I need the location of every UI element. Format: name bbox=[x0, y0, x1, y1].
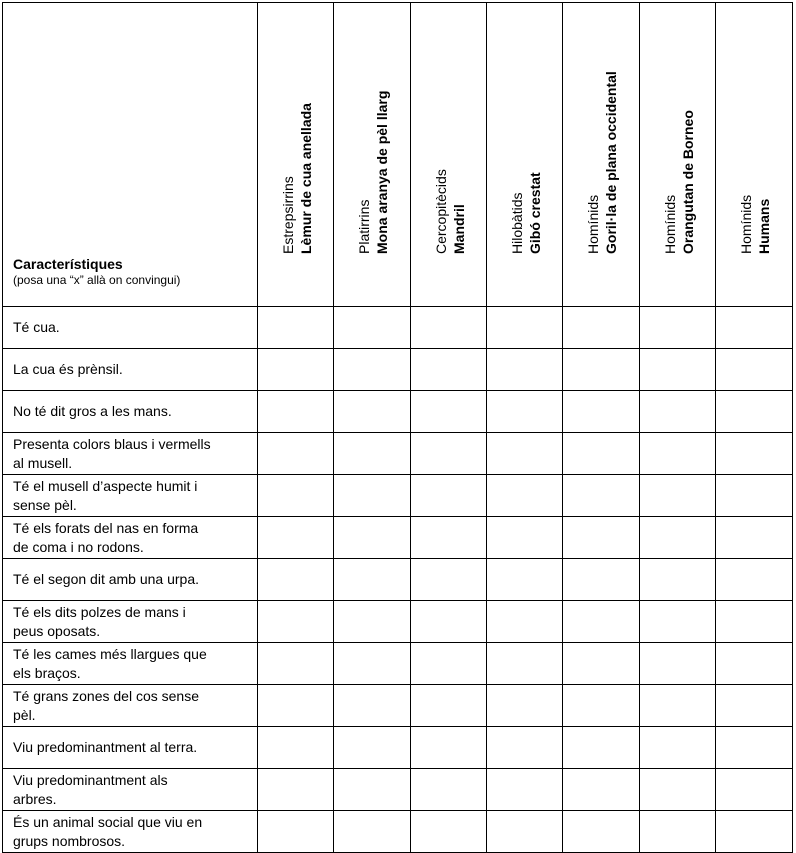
species-group: Estrepsirrins bbox=[279, 176, 296, 254]
table-row bbox=[3, 685, 793, 727]
characteristic-text-line1: Viu predominantment al terra. bbox=[13, 739, 198, 755]
characteristic-label bbox=[3, 601, 258, 643]
answer-cell[interactable] bbox=[563, 727, 639, 769]
answer-cell[interactable] bbox=[410, 307, 486, 349]
characteristic-text-line1: No té dit gros a les mans. bbox=[13, 403, 172, 419]
answer-cell[interactable] bbox=[334, 601, 410, 643]
answer-cell[interactable] bbox=[487, 685, 563, 727]
species-name: Lèmur de cua anellada bbox=[297, 103, 314, 254]
answer-cell[interactable] bbox=[410, 391, 486, 433]
answer-cell[interactable] bbox=[716, 685, 793, 727]
answer-cell[interactable] bbox=[716, 601, 793, 643]
answer-cell[interactable] bbox=[563, 643, 639, 685]
table-row bbox=[3, 349, 793, 391]
answer-cell[interactable] bbox=[487, 559, 563, 601]
answer-cell[interactable] bbox=[563, 685, 639, 727]
characteristic-label bbox=[3, 685, 258, 727]
answer-cell[interactable] bbox=[257, 559, 333, 601]
species-group: Homínids bbox=[661, 194, 678, 254]
answer-cell[interactable] bbox=[410, 769, 486, 811]
characteristic-text-line2: grups nombrosos. bbox=[13, 832, 126, 849]
answer-cell[interactable] bbox=[334, 517, 410, 559]
answer-cell[interactable] bbox=[487, 433, 563, 475]
characteristic-text-line2: arbres. bbox=[13, 790, 57, 807]
answer-cell[interactable] bbox=[410, 433, 486, 475]
table-row bbox=[3, 727, 793, 769]
answer-cell[interactable] bbox=[563, 517, 639, 559]
characteristic-text-line1: És un animal social que viu en bbox=[13, 813, 203, 830]
characteristic-text-line1: Viu predominantment als bbox=[13, 771, 168, 788]
answer-cell[interactable] bbox=[639, 643, 715, 685]
species-name: Humans bbox=[756, 198, 773, 254]
answer-cell[interactable] bbox=[639, 601, 715, 643]
answer-cell[interactable] bbox=[334, 811, 410, 853]
answer-cell[interactable] bbox=[716, 475, 793, 517]
answer-cell[interactable] bbox=[639, 391, 715, 433]
species-header-mandrill bbox=[410, 3, 486, 307]
answer-cell[interactable] bbox=[716, 433, 793, 475]
answer-cell[interactable] bbox=[487, 643, 563, 685]
answer-cell[interactable] bbox=[410, 811, 486, 853]
species-group: Hilobàtids bbox=[509, 192, 526, 254]
characteristic-text-line2: els braços. bbox=[13, 664, 81, 681]
characteristics-body bbox=[3, 307, 793, 853]
answer-cell[interactable] bbox=[639, 307, 715, 349]
characteristic-text-line2: de coma i no rodons. bbox=[13, 538, 144, 555]
answer-cell[interactable] bbox=[334, 475, 410, 517]
answer-cell[interactable] bbox=[257, 517, 333, 559]
answer-cell[interactable] bbox=[334, 769, 410, 811]
answer-cell[interactable] bbox=[257, 685, 333, 727]
characteristic-label bbox=[3, 391, 258, 433]
species-name: Goril·la de plana occidental bbox=[603, 71, 620, 254]
table-row bbox=[3, 307, 793, 349]
species-name: Mandril bbox=[450, 204, 467, 254]
answer-cell[interactable] bbox=[563, 307, 639, 349]
characteristic-text-line1: Té els forats del nas en forma bbox=[13, 519, 199, 536]
answer-cell[interactable] bbox=[563, 391, 639, 433]
characteristic-text-line1: Té grans zones del cos sense bbox=[13, 687, 199, 704]
characteristic-text-line2: sense pèl. bbox=[13, 496, 77, 513]
answer-cell[interactable] bbox=[334, 391, 410, 433]
answer-cell[interactable] bbox=[487, 349, 563, 391]
table-row bbox=[3, 811, 793, 853]
answer-cell[interactable] bbox=[563, 811, 639, 853]
answer-cell[interactable] bbox=[639, 433, 715, 475]
answer-cell[interactable] bbox=[639, 517, 715, 559]
characteristic-text-line1: Té el musell d’aspecte humit i bbox=[13, 477, 198, 494]
answer-cell[interactable] bbox=[563, 559, 639, 601]
table-row bbox=[3, 391, 793, 433]
characteristic-label bbox=[3, 517, 258, 559]
table-row bbox=[3, 475, 793, 517]
species-group: Cercopitècids bbox=[432, 169, 449, 254]
answer-cell[interactable] bbox=[410, 517, 486, 559]
characteristic-label bbox=[3, 307, 258, 349]
characteristic-label bbox=[3, 349, 258, 391]
characteristic-label bbox=[3, 433, 258, 475]
answer-cell[interactable] bbox=[716, 769, 793, 811]
answer-cell[interactable] bbox=[716, 559, 793, 601]
answer-cell[interactable] bbox=[487, 811, 563, 853]
answer-cell[interactable] bbox=[716, 307, 793, 349]
characteristic-text-line1: La cua és prènsil. bbox=[13, 361, 123, 377]
answer-cell[interactable] bbox=[716, 391, 793, 433]
species-group: Homínids bbox=[585, 194, 602, 254]
answer-cell[interactable] bbox=[639, 769, 715, 811]
species-header-gorilla bbox=[563, 3, 639, 307]
answer-cell[interactable] bbox=[334, 349, 410, 391]
species-name: Mona aranya de pèl llarg bbox=[374, 90, 391, 254]
answer-cell[interactable] bbox=[257, 349, 333, 391]
answer-cell[interactable] bbox=[563, 433, 639, 475]
answer-cell[interactable] bbox=[487, 475, 563, 517]
characteristic-label bbox=[3, 727, 258, 769]
answer-cell[interactable] bbox=[716, 811, 793, 853]
answer-cell[interactable] bbox=[257, 811, 333, 853]
answer-cell[interactable] bbox=[334, 433, 410, 475]
answer-cell[interactable] bbox=[716, 643, 793, 685]
answer-cell[interactable] bbox=[410, 643, 486, 685]
header-row bbox=[3, 3, 793, 307]
answer-cell[interactable] bbox=[639, 727, 715, 769]
characteristics-table bbox=[2, 2, 793, 853]
characteristic-text-line2: al musell. bbox=[13, 454, 73, 471]
answer-cell[interactable] bbox=[639, 475, 715, 517]
species-group: Platirrins bbox=[356, 199, 373, 254]
answer-cell[interactable] bbox=[410, 349, 486, 391]
answer-cell[interactable] bbox=[563, 769, 639, 811]
answer-cell[interactable] bbox=[257, 727, 333, 769]
species-group: Homínids bbox=[738, 194, 755, 254]
species-header-orangutan bbox=[639, 3, 715, 307]
characteristics-subtitle: (posa una “x” allà on convingui) bbox=[13, 273, 181, 287]
answer-cell[interactable] bbox=[257, 601, 333, 643]
species-header-humans bbox=[716, 3, 793, 307]
answer-cell[interactable] bbox=[334, 643, 410, 685]
answer-cell[interactable] bbox=[257, 433, 333, 475]
answer-cell[interactable] bbox=[716, 349, 793, 391]
answer-cell[interactable] bbox=[257, 643, 333, 685]
answer-cell[interactable] bbox=[716, 517, 793, 559]
answer-cell[interactable] bbox=[563, 349, 639, 391]
answer-cell[interactable] bbox=[257, 307, 333, 349]
characteristic-label bbox=[3, 769, 258, 811]
answer-cell[interactable] bbox=[257, 769, 333, 811]
answer-cell[interactable] bbox=[334, 559, 410, 601]
table-row bbox=[3, 769, 793, 811]
characteristic-label bbox=[3, 811, 258, 853]
answer-cell[interactable] bbox=[487, 517, 563, 559]
answer-cell[interactable] bbox=[487, 769, 563, 811]
answer-cell[interactable] bbox=[334, 307, 410, 349]
answer-cell[interactable] bbox=[410, 685, 486, 727]
answer-cell[interactable] bbox=[639, 685, 715, 727]
characteristic-text-line1: Té el segon dit amb una urpa. bbox=[13, 571, 200, 587]
species-header-spider-monkey bbox=[334, 3, 410, 307]
answer-cell[interactable] bbox=[639, 559, 715, 601]
table-row bbox=[3, 643, 793, 685]
answer-cell[interactable] bbox=[334, 685, 410, 727]
answer-cell[interactable] bbox=[487, 307, 563, 349]
answer-cell[interactable] bbox=[639, 349, 715, 391]
table-row bbox=[3, 433, 793, 475]
species-name: Gibó crestat bbox=[527, 172, 544, 254]
table-row bbox=[3, 517, 793, 559]
answer-cell[interactable] bbox=[257, 475, 333, 517]
characteristic-text-line1: Té cua. bbox=[13, 319, 60, 335]
characteristics-header bbox=[3, 3, 258, 307]
answer-cell[interactable] bbox=[563, 601, 639, 643]
characteristic-label bbox=[3, 559, 258, 601]
characteristic-text-line1: Presenta colors blaus i vermells bbox=[13, 435, 211, 452]
characteristic-text-line1: Té els dits polzes de mans i bbox=[13, 603, 186, 620]
answer-cell[interactable] bbox=[487, 391, 563, 433]
answer-cell[interactable] bbox=[257, 391, 333, 433]
answer-cell[interactable] bbox=[716, 727, 793, 769]
characteristic-text-line2: pèl. bbox=[13, 706, 36, 723]
answer-cell[interactable] bbox=[563, 475, 639, 517]
characteristics-title: Característiques bbox=[13, 256, 123, 272]
answer-cell[interactable] bbox=[334, 727, 410, 769]
characteristic-text-line2: peus oposats. bbox=[13, 622, 101, 639]
answer-cell[interactable] bbox=[487, 601, 563, 643]
answer-cell[interactable] bbox=[410, 475, 486, 517]
characteristic-label bbox=[3, 643, 258, 685]
answer-cell[interactable] bbox=[410, 601, 486, 643]
answer-cell[interactable] bbox=[410, 727, 486, 769]
characteristic-text-line1: Té les cames més llargues que bbox=[13, 645, 207, 662]
answer-cell[interactable] bbox=[639, 811, 715, 853]
answer-cell[interactable] bbox=[410, 559, 486, 601]
table-row bbox=[3, 601, 793, 643]
answer-cell[interactable] bbox=[487, 727, 563, 769]
species-name: Orangutan de Borneo bbox=[679, 110, 696, 254]
species-header-gibbon bbox=[487, 3, 563, 307]
species-header-lemur bbox=[257, 3, 333, 307]
characteristic-label bbox=[3, 475, 258, 517]
table-row bbox=[3, 559, 793, 601]
